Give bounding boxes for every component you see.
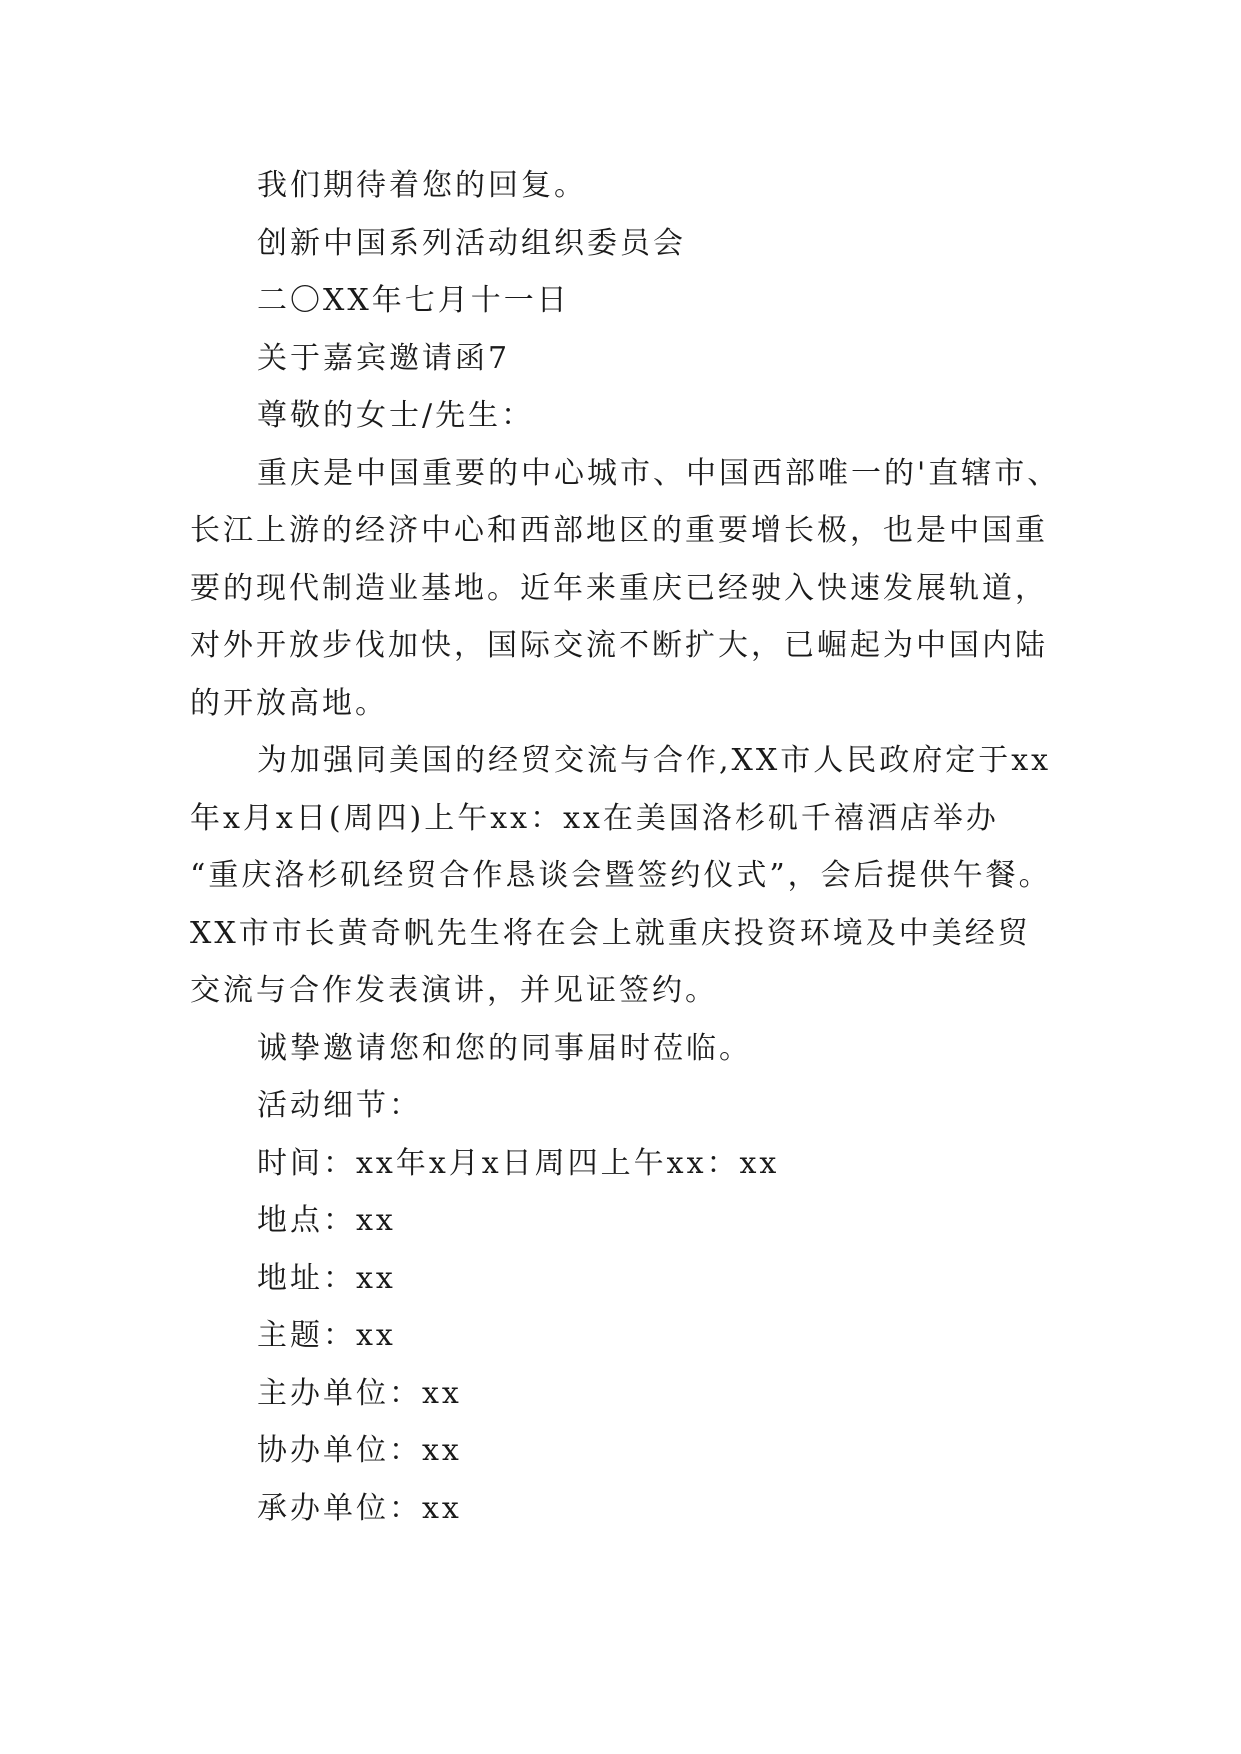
text-line: 要的现代制造业基地。近年来重庆已经驶入快速发展轨道，	[190, 570, 1048, 606]
text-line: 时间：xx年x月x日周四上午xx：xx	[257, 1145, 780, 1181]
text-line: 关于嘉宾邀请函7	[257, 340, 511, 376]
text-line: 主题：xx	[257, 1318, 396, 1353]
text-line: 尊敬的女士/先生：	[257, 398, 535, 433]
text-line: “重庆洛杉矶经贸合作恳谈会暨签约仪式”，会后提供午餐。	[190, 858, 1052, 893]
text-line: 承办单位：xx	[257, 1490, 462, 1526]
text-line: XX市市长黄奇帆先生将在会上就重庆投资环境及中美经贸	[190, 915, 1031, 951]
text-line: 长江上游的经济中心和西部地区的重要增长极，也是中国重	[190, 513, 1048, 548]
text-line: 活动细节：	[257, 1088, 422, 1123]
text-line: 我们期待着您的回复。	[257, 168, 587, 203]
text-line: 的开放高地。	[190, 685, 388, 721]
text-line: 年x月x日(周四)上午xx：xx在美国洛杉矶千禧酒店举办	[190, 800, 999, 836]
text-line: 主办单位：xx	[257, 1375, 462, 1411]
text-line: 诚挚邀请您和您的同事届时莅临。	[257, 1030, 752, 1066]
text-line: 地址：xx	[257, 1260, 396, 1296]
text-line: 交流与合作发表演讲，并见证签约。	[190, 973, 718, 1008]
text-line: 对外开放步伐加快，国际交流不断扩大，已崛起为中国内陆	[190, 628, 1048, 663]
text-line: 地点：xx	[257, 1203, 396, 1238]
text-line: 协办单位：xx	[257, 1433, 462, 1468]
document-body	[190, 157, 1060, 1537]
text-line: 重庆是中国重要的中心城市、中国西部唯一的'直辖市、	[257, 455, 1060, 491]
text-line: 二〇XX年七月十一日	[257, 283, 570, 318]
text-line: 为加强同美国的经贸交流与合作,XX市人民政府定于xx	[257, 743, 1052, 778]
text-line: 创新中国系列活动组织委员会	[257, 225, 686, 261]
